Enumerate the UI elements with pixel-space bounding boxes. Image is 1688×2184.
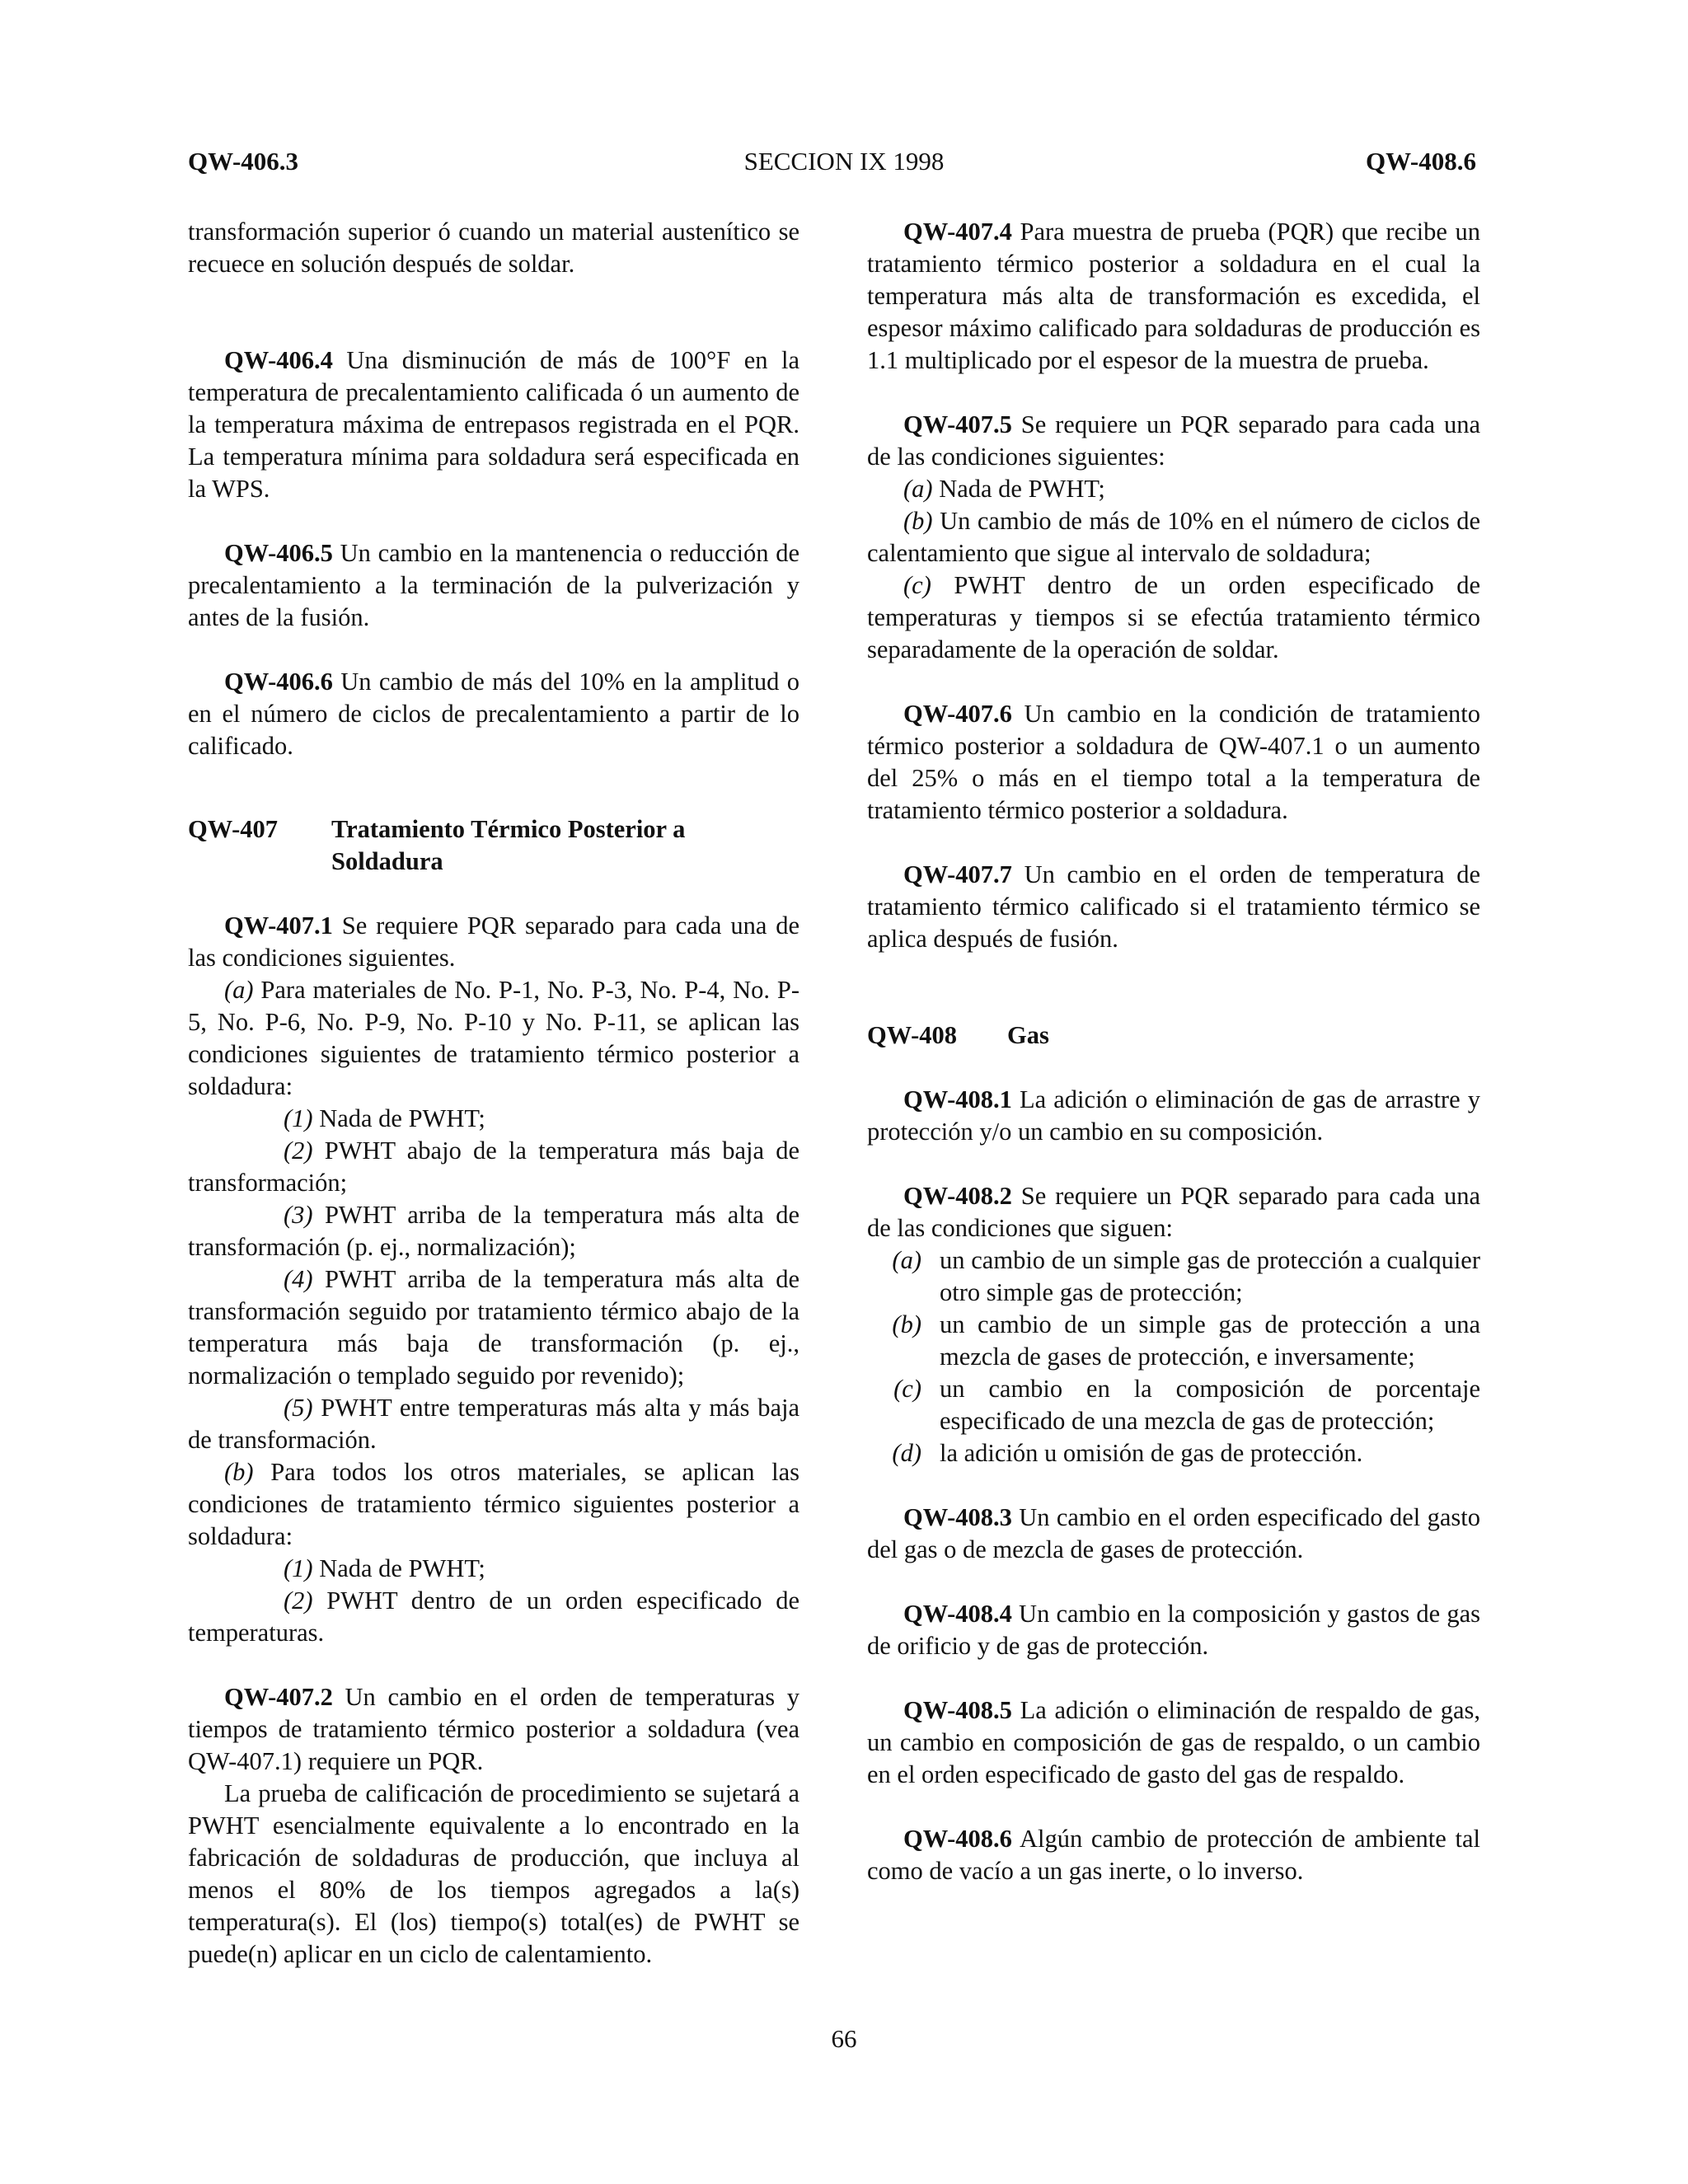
subitem-label: (c) — [903, 571, 931, 599]
list-item — [867, 1309, 1480, 1373]
subitem-text: PWHT dentro de un orden especificado de temperaturas y tiempos si se efectúa tratamiento térmico separadamente de la operación de soldar. — [867, 571, 1480, 663]
subitem-text: Para todos los otros materiales, se aplican las condiciones de tratamiento térmico siguientes posterior a soldadura: — [188, 1458, 799, 1550]
list-item-label: (d) — [892, 1439, 921, 1467]
section-id: QW-407.6 — [903, 700, 1012, 728]
list-item — [867, 1244, 1480, 1309]
section-number: QW-408 — [867, 1021, 957, 1049]
subitem-text: PWHT arriba de la temperatura más alta de transformación (p. ej., normalización); — [188, 1201, 799, 1261]
section-id: QW-408.2 — [903, 1182, 1012, 1210]
section-id: QW-408.5 — [903, 1696, 1012, 1724]
paragraph-qw-408-2 — [867, 1180, 1480, 1244]
list-item-label: (c) — [893, 1375, 921, 1403]
subitem-label: (b) — [224, 1458, 254, 1486]
paragraph-qw-408-6 — [867, 1823, 1480, 1887]
subitem-label: (4) — [284, 1265, 313, 1293]
section-title: Gas — [1007, 1021, 1049, 1049]
subitem-c — [867, 569, 1480, 666]
paragraph-qw-408-5 — [867, 1694, 1480, 1791]
paragraph-qw-407-1 — [188, 910, 799, 974]
subitem-label: (1) — [284, 1554, 313, 1582]
left-column — [188, 216, 799, 1971]
list-item-text: un cambio de un simple gas de protección a una mezcla de gases de protección, e inversamente; — [940, 1310, 1480, 1371]
paragraph-qw-407-7 — [867, 859, 1480, 955]
list-item — [867, 1373, 1480, 1437]
paragraph-text: Para muestra de prueba (PQR) que recibe un tratamiento térmico posterior a soldadura en el cual la temperatura más alta de transformación es excedida, el espesor máximo calificado para soldaduras de producción es 1.1 multiplicado por el espesor de la muestra de prueba. — [867, 218, 1480, 374]
page-number: 66 — [831, 2024, 857, 2053]
subitem-b-1 — [188, 1553, 799, 1585]
section-id: QW-406.5 — [224, 539, 333, 567]
subitem-label: (1) — [284, 1104, 313, 1132]
subitem-text: PWHT dentro de un orden especificado de temperaturas. — [188, 1586, 799, 1647]
subitem-b-2 — [188, 1585, 799, 1649]
paragraph-qw-407-2-continued: La prueba de calificación de procedimiento se sujetará a PWHT esencialmente equivalente a lo encontrado en la fabricación de soldaduras de producción, que incluya al menos el 80% de los tiempos agregados a la(s) temperatura(s). El (los) tiempo(s) total(es) de PWHT se puede(n) aplicar en un ciclo de calentamiento. — [188, 1779, 799, 1968]
section-id: QW-407.5 — [903, 410, 1012, 438]
subitem-label: (2) — [284, 1586, 313, 1615]
list-item-text: la adición u omisión de gas de protección. — [940, 1439, 1363, 1467]
section-id: QW-407.2 — [224, 1683, 333, 1711]
subitem-text: PWHT entre temperaturas más alta y más baja de transformación. — [188, 1394, 799, 1454]
subitem-label: (a) — [903, 475, 933, 503]
subitem-a-3 — [188, 1199, 799, 1263]
section-id: QW-408.1 — [903, 1085, 1012, 1113]
subitem-a-5 — [188, 1392, 799, 1456]
subitem-a-2 — [188, 1135, 799, 1199]
subitem-a-4 — [188, 1263, 799, 1392]
paragraph-text: Un cambio en la composición y gastos de gas de orificio y de gas de protección. — [867, 1600, 1480, 1660]
subitem-label: (2) — [284, 1137, 313, 1165]
subitem-b — [188, 1456, 799, 1553]
section-id: QW-406.6 — [224, 668, 333, 696]
section-id: QW-406.4 — [224, 346, 333, 374]
list-item-text: un cambio en la composición de porcentaje especificado de una mezcla de gas de protección; — [940, 1375, 1480, 1435]
paragraph-qw-408-4 — [867, 1598, 1480, 1662]
paragraph-qw-406-6 — [188, 666, 799, 762]
subitem-a — [867, 473, 1480, 505]
paragraph-text: Algún cambio de protección de ambiente tal como de vacío a un gas inerte, o lo inverso. — [867, 1825, 1480, 1885]
subitem-b — [867, 505, 1480, 569]
list-item — [867, 1437, 1480, 1469]
paragraph-text: La adición o eliminación de gas de arrastre y protección y/o un cambio en su composición. — [867, 1085, 1480, 1146]
section-id: QW-407.1 — [224, 912, 333, 940]
list-item-label: (a) — [892, 1246, 921, 1274]
running-header-right: QW-408.6 — [1365, 147, 1476, 176]
section-id: QW-407.7 — [903, 860, 1012, 888]
section-id: QW-408.3 — [903, 1503, 1012, 1531]
paragraph-text: Un cambio en el orden de temperaturas y tiempos de tratamiento térmico posterior a soldadura (vea QW-407.1) requiere un PQR. — [188, 1683, 799, 1775]
paragraph-qw-406-5 — [188, 537, 799, 634]
subitem-text: Para materiales de No. P-1, No. P-3, No. P-4, No. P-5, No. P-6, No. P-9, No. P-10 y No. P-11, se aplican las condiciones siguientes de tratamiento térmico posterior a soldadura: — [188, 976, 799, 1100]
paragraph-text: Se requiere un PQR separado para cada una de las condiciones que siguen: — [867, 1182, 1480, 1242]
paragraph-text: Se requiere PQR separado para cada una de las condiciones siguientes. — [188, 912, 799, 972]
subitem-label: (3) — [284, 1201, 313, 1229]
paragraph-qw-407-6 — [867, 698, 1480, 827]
paragraph-continuation: transformación superior ó cuando un material austenítico se recuece en solución después de soldar. — [188, 218, 799, 278]
subitem-label: (a) — [224, 976, 254, 1004]
section-title: Tratamiento Térmico Posterior a Soldadura — [331, 815, 686, 875]
paragraph-text: Un cambio en el orden especificado del gasto del gas o de mezcla de gases de protección. — [867, 1503, 1480, 1563]
list-item-text: un cambio de un simple gas de protección a cualquier otro simple gas de protección; — [940, 1246, 1480, 1306]
subitem-text: Un cambio de más de 10% en el número de ciclos de calentamiento que sigue al intervalo de soldadura; — [867, 507, 1480, 567]
list-item-label: (b) — [892, 1310, 921, 1338]
section-heading-qw-407 — [188, 813, 799, 878]
paragraph-qw-408-1 — [867, 1084, 1480, 1148]
subitem-text: PWHT arriba de la temperatura más alta de transformación seguido por tratamiento térmico abajo de la temperatura más baja de transformación (p. ej., normalización o templado seguido por revenido); — [188, 1265, 799, 1390]
paragraph-qw-408-3 — [867, 1502, 1480, 1566]
subitem-a — [188, 974, 799, 1103]
running-header-left: QW-406.3 — [188, 147, 299, 176]
subitem-text: Nada de PWHT; — [932, 475, 1105, 503]
running-header-title: SECCION IX 1998 — [743, 147, 945, 176]
paragraph-qw-407-4 — [867, 216, 1480, 377]
paragraph-text: Un cambio de más del 10% en la amplitud o en el número de ciclos de precalentamiento a partir de lo calificado. — [188, 668, 799, 760]
right-column — [867, 216, 1480, 1887]
paragraph-text: La adición o eliminación de respaldo de gas, un cambio en composición de gas de respaldo, o un cambio en el orden especificado de gasto del gas de respaldo. — [867, 1696, 1480, 1788]
subitem-text: Nada de PWHT; — [312, 1104, 485, 1132]
paragraph-text: Un cambio en la mantenencia o reducción de precalentamiento a la terminación de la pulverización y antes de la fusión. — [188, 539, 799, 631]
section-id: QW-408.4 — [903, 1600, 1012, 1628]
subitem-label: (b) — [903, 507, 933, 535]
paragraph-text: Una disminución de más de 100°F en la temperatura de precalentamiento calificada ó un aumento de la temperatura máxima de entrepasos registrada en el PQR. La temperatura mínima para soldadura será especificada en la WPS. — [188, 346, 799, 503]
paragraph-qw-407-5 — [867, 409, 1480, 473]
subitem-text: Nada de PWHT; — [312, 1554, 485, 1582]
subitem-text: PWHT abajo de la temperatura más baja de transformación; — [188, 1137, 799, 1197]
section-number: QW-407 — [188, 815, 278, 843]
section-id: QW-407.4 — [903, 218, 1012, 246]
paragraph-text: Un cambio en el orden de temperatura de tratamiento térmico calificado si el tratamiento térmico se aplica después de fusión. — [867, 860, 1480, 953]
subitem-a-1 — [188, 1103, 799, 1135]
section-id: QW-408.6 — [903, 1825, 1012, 1853]
paragraph-text: Se requiere un PQR separado para cada una de las condiciones siguientes: — [867, 410, 1480, 471]
paragraph-qw-407-2 — [188, 1681, 799, 1778]
section-heading-qw-408 — [867, 1019, 1480, 1052]
subitem-label: (5) — [284, 1394, 313, 1422]
paragraph-qw-406-4 — [188, 344, 799, 505]
paragraph-text: Un cambio en la condición de tratamiento térmico posterior a soldadura de QW-407.1 o un aumento del 25% o más en el tiempo total a la temperatura de tratamiento térmico posterior a soldadura. — [867, 700, 1480, 824]
